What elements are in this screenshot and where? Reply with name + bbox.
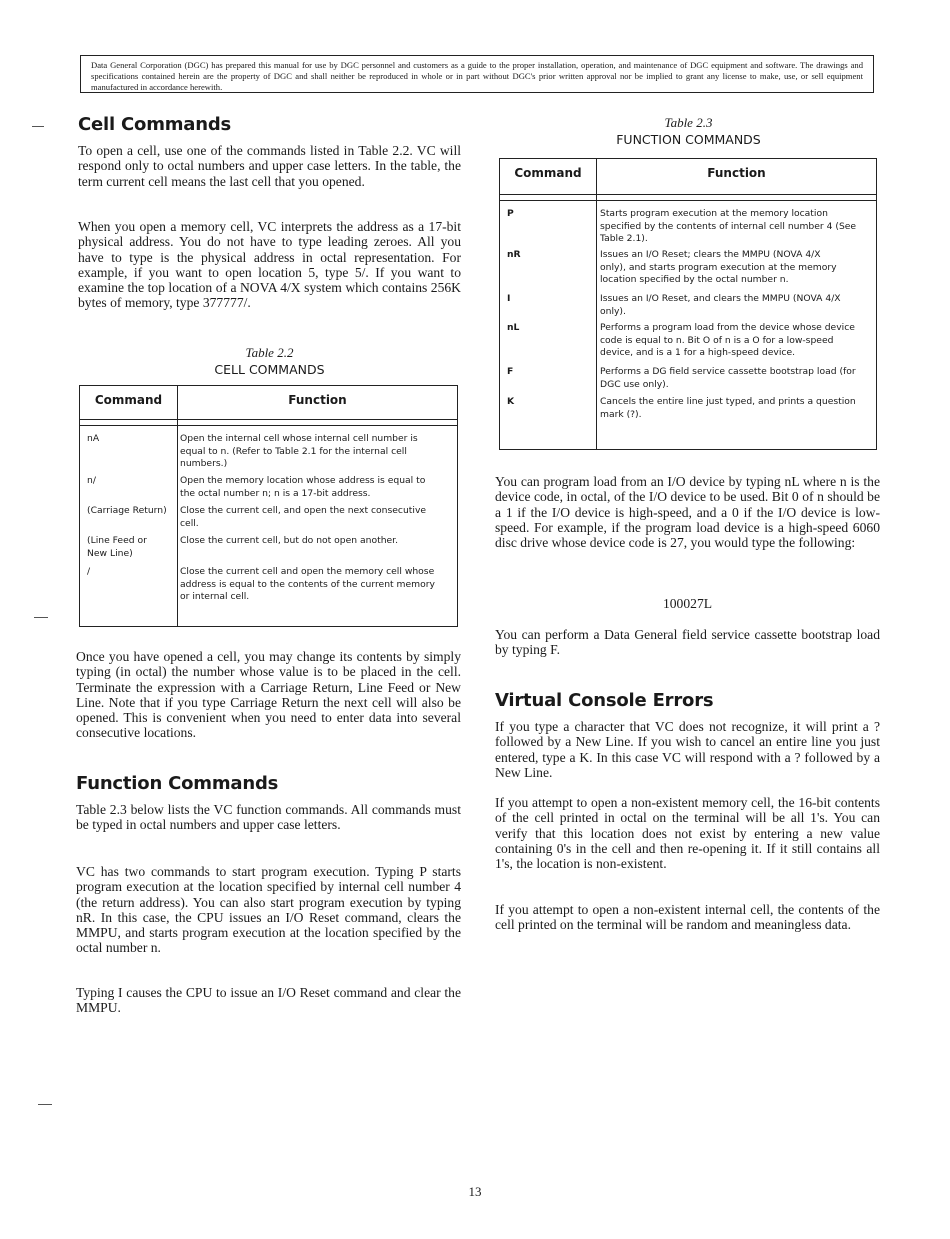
table-cell-command: / xyxy=(87,566,91,577)
program-load-para: You can program load from an I/O device by typing nL where n is the device code, in octal, of the I/O device to be used. Bit 0 of n should be a 1 if the I/O device is high-speed, and a 0 if the I/O device is low-speed. For example, if the program load device is a high-speed 6060 disc drive whose device code is 27, you would type the following: xyxy=(495,474,880,551)
cell-commands-table xyxy=(79,385,458,627)
margin-mark xyxy=(32,126,44,127)
vc-errors-unrecognized: If you type a character that VC does not recognize, it will print a ? followed by a New Line. If you wish to cancel an entire line you just entered, type a K. In this case VC will respond with a ? followed by a New Line. xyxy=(495,719,880,780)
table-cell-function: Issues an I/O Reset; clears the MMPU (NOVA 4/X only), and starts program execution at the memory location specified by the octal number n. xyxy=(600,249,837,286)
vc-errors-internal-cell: If you attempt to open a non-existent internal cell, the contents of the cell printed on the terminal will be random and meaningless data. xyxy=(495,902,880,933)
cell-commands-change: Once you have opened a cell, you may change its contents by simply typing (in octal) the number whose value is to be placed in the cell. Terminate the expression with a Carriage Return, Line Feed or New Line. Note that if you type Carriage Return the next cell will also be opened. This is convenient when you need to enter data into several consecutive locations. xyxy=(76,649,461,741)
table-cell-function: Performs a DG field service cassette bootstrap load (for DGC use only). xyxy=(600,366,856,390)
table23-number: Table 2.3 xyxy=(664,115,713,130)
table-cell-function: Open the internal cell whose internal cell number is equal to n. (Refer to Table 2.1 for the internal cell numbers.) xyxy=(180,433,418,470)
table-cell-command: nR xyxy=(507,249,521,260)
table23-col-command: Command xyxy=(514,166,582,180)
table-cell-function: Close the current cell, but do not open another. xyxy=(180,535,399,546)
program-load-example: 100027L xyxy=(662,596,713,611)
table-cell-function: Open the memory location whose address is equal to the octal number n; n is a 17-bit address. xyxy=(180,475,426,499)
table-cell-command: F xyxy=(507,366,514,377)
cell-commands-address: When you open a memory cell, VC interprets the address as a 17-bit physical address. You do not have to type leading zeroes. All you have to type is the physical address in octal representation. For example, if you want to open location 5, type 5/. If you want to examine the top location of a NOVA 4/X system which contains 256K bytes of memory, type 377777/. xyxy=(78,219,461,311)
table-header-rule xyxy=(80,419,457,426)
function-commands-table xyxy=(499,158,877,450)
cassette-bootstrap-para: You can perform a Data General field service cassette bootstrap load by typing F. xyxy=(495,627,880,658)
table-cell-command: P xyxy=(507,208,514,219)
table22-number: Table 2.2 xyxy=(245,345,294,360)
table23-caption xyxy=(497,114,880,148)
table23-title: FUNCTION COMMANDS xyxy=(616,132,761,147)
table23-col-function: Function xyxy=(707,166,766,180)
table-cell-function: Close the current cell and open the memory cell whose address is equal to the contents of the current memory or internal cell. xyxy=(180,566,435,603)
table-cell-function: Performs a program load from the device whose device code is equal to n. Bit O of n is a O for a low-speed device, and is a 1 for a high-speed device. xyxy=(600,322,855,359)
table-header-rule xyxy=(500,194,876,201)
table-cell-command: I xyxy=(507,293,511,304)
vc-errors-heading: Virtual Console Errors xyxy=(495,690,714,711)
cell-commands-heading: Cell Commands xyxy=(78,114,232,135)
cell-commands-intro: To open a cell, use one of the commands listed in Table 2.2. VC will respond only to octal numbers and upper case letters. In the table, the term current cell means the last cell that you opened. xyxy=(78,143,461,189)
table-cell-function: Close the current cell, and open the next consecutive cell. xyxy=(180,505,427,529)
function-commands-intro: Table 2.3 below lists the VC function commands. All commands must be typed in octal numbers and upper case letters. xyxy=(76,802,461,833)
table22-title: CELL COMMANDS xyxy=(214,362,325,377)
table-cell-function: Issues an I/O Reset, and clears the MMPU (NOVA 4/X only). xyxy=(600,293,841,317)
table22-caption xyxy=(78,344,461,378)
function-commands-reset: Typing I causes the CPU to issue an I/O Reset command and clear the MMPU. xyxy=(76,985,461,1016)
table-cell-command: n/ xyxy=(87,475,96,486)
table-cell-command: (Line Feed or New Line) xyxy=(87,535,147,559)
page-number: 13 xyxy=(468,1184,482,1199)
table-cell-function: Starts program execution at the memory location specified by the contents of internal cell number 4 (See Table 2.1). xyxy=(600,208,857,245)
margin-mark xyxy=(34,617,48,618)
table22-col-command: Command xyxy=(94,393,163,407)
margin-mark xyxy=(38,1104,52,1105)
copyright-notice: Data General Corporation (DGC) has prepared this manual for use by DGC personnel and customers as a guide to the proper installation, operation, and maintenance of DGC equipment and software. The drawings and specifications contained herein are the property of DGC and shall neither be reproduced in whole or in part without DGC's prior written approval nor be implied to grant any license to make, use, or sell equipment manufactured in accordance herewith. xyxy=(80,55,874,93)
function-commands-execution: VC has two commands to start program execution. Typing P starts program execution at the location specified by internal cell number 4 (the return address). You can also start program execution by typing nR. In this case, the CPU issues an I/O Reset command, clears the MMPU, and starts program execution at the location specified by the octal number n. xyxy=(76,864,461,956)
table-cell-command: K xyxy=(507,396,515,407)
table-column-divider xyxy=(596,159,597,449)
function-commands-heading: Function Commands xyxy=(76,773,279,794)
table-cell-command: nA xyxy=(87,433,100,444)
table22-col-function: Function xyxy=(288,393,347,407)
table-cell-function: Cancels the entire line just typed, and prints a question mark (?). xyxy=(600,396,856,420)
vc-errors-memory-cell: If you attempt to open a non-existent memory cell, the 16-bit contents of the cell printed in octal on the terminal will be all 1's. You can verify that this location does not exist by entering a new value containing 0's in the cell and then re-opening it. If it still contains all 1's, the location is non-existent. xyxy=(495,795,880,872)
table-cell-command: nL xyxy=(507,322,520,333)
table-cell-command: (Carriage Return) xyxy=(87,505,167,516)
